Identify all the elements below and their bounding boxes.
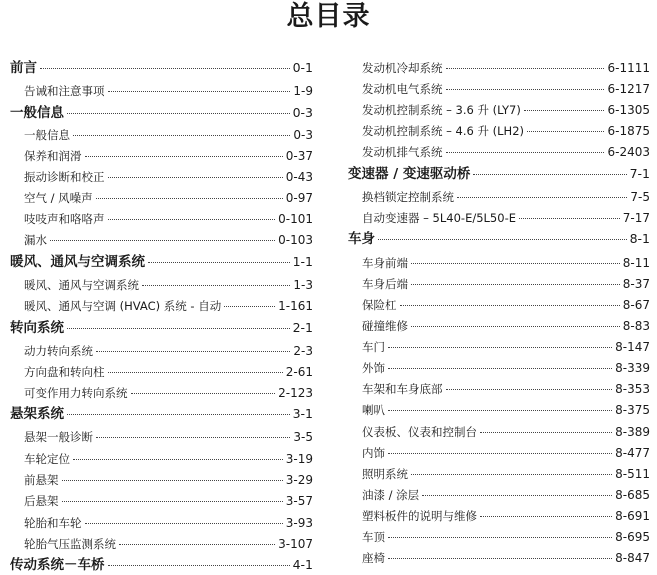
toc-page-number: 8-847 — [615, 551, 650, 565]
toc-entry-label: 告诫和注意事项 — [24, 84, 105, 98]
toc-entry[interactable] — [10, 276, 313, 294]
dot-leader — [62, 480, 283, 481]
toc-entry-label: 塑料板件的说明与维修 — [362, 509, 477, 523]
toc-page-number: 3-19 — [285, 452, 313, 466]
toc-section[interactable] — [348, 230, 650, 248]
toc-entry[interactable] — [10, 492, 313, 510]
toc-page-number: 8-389 — [615, 425, 650, 439]
toc-entry[interactable] — [348, 80, 650, 98]
toc-entry-label: 漏水 — [24, 233, 47, 247]
toc-page-number: 8-83 — [622, 319, 650, 333]
toc-page-number: 1-3 — [293, 278, 313, 292]
dot-leader — [411, 284, 620, 285]
dot-leader — [473, 174, 626, 175]
toc-section[interactable] — [348, 165, 650, 183]
dot-leader — [148, 262, 290, 263]
toc-section[interactable] — [10, 556, 313, 574]
dot-leader — [446, 89, 605, 90]
toc-section[interactable] — [10, 59, 313, 77]
dot-leader — [519, 218, 620, 219]
toc-entry-label: 喇叭 — [362, 403, 385, 417]
toc-page-number: 0-3 — [292, 105, 313, 120]
dot-leader — [67, 328, 290, 329]
toc-entry-label: 保养和润滑 — [24, 149, 82, 163]
toc-section[interactable] — [10, 319, 313, 337]
toc-page-number: 4-1 — [292, 557, 313, 572]
toc-entry-label: 车身 — [348, 231, 375, 247]
toc-section[interactable] — [10, 405, 313, 423]
toc-entry-label: 振动诊断和校正 — [24, 170, 105, 184]
toc-page-number: 3-5 — [293, 430, 313, 444]
toc-page-number: 3-1 — [292, 406, 313, 421]
toc-entry-label: 悬架系统 — [10, 406, 64, 422]
toc-entry-label: 吱吱声和咯咯声 — [24, 212, 105, 226]
dot-leader — [108, 177, 283, 178]
dot-leader — [411, 263, 620, 264]
toc-page-number: 0-3 — [293, 128, 313, 142]
toc-page-number: 2-1 — [292, 320, 313, 335]
toc-entry-label: 车顶 — [362, 530, 385, 544]
toc-entry[interactable] — [348, 423, 650, 441]
toc-page-number: 1-161 — [278, 299, 313, 313]
toc-page-number: 1-1 — [292, 254, 313, 269]
toc-entry[interactable] — [10, 189, 313, 207]
dot-leader — [388, 558, 612, 559]
toc-entry[interactable] — [348, 101, 650, 119]
dot-leader — [411, 474, 612, 475]
toc-entry-label: 车轮定位 — [24, 452, 70, 466]
toc-page-number: 3-107 — [278, 537, 313, 551]
toc-page-number: 2-123 — [278, 386, 313, 400]
toc-page-number: 3-29 — [285, 473, 313, 487]
dot-leader — [388, 410, 612, 411]
toc-entry[interactable] — [348, 209, 650, 227]
dot-leader — [85, 156, 283, 157]
toc-entry-label: 油漆 / 涂层 — [362, 488, 420, 502]
dot-leader — [67, 414, 290, 415]
toc-entry-label: 方向盘和转向柱 — [24, 365, 105, 379]
toc-page-number: 8-685 — [615, 488, 650, 502]
toc-page-number: 8-511 — [615, 467, 650, 481]
dot-leader — [457, 197, 627, 198]
dot-leader — [50, 240, 275, 241]
dot-leader — [131, 393, 276, 394]
dot-leader — [108, 565, 290, 566]
toc-page-number: 6-2403 — [607, 145, 650, 159]
dot-leader — [524, 110, 605, 111]
toc-entry-label: 前言 — [10, 60, 37, 76]
toc-entry[interactable] — [348, 507, 650, 525]
toc-page-number: 2-61 — [285, 365, 313, 379]
toc-entry[interactable] — [348, 317, 650, 335]
dot-leader — [73, 459, 283, 460]
toc-page-number: 8-691 — [615, 509, 650, 523]
toc-entry-label: 悬架一般诊断 — [24, 430, 93, 444]
toc-page-number: 7-17 — [622, 211, 650, 225]
toc-entry[interactable] — [10, 210, 313, 228]
dot-leader — [108, 91, 291, 92]
toc-page-number: 0-43 — [285, 170, 313, 184]
toc-section[interactable] — [10, 253, 313, 271]
toc-entry[interactable] — [348, 296, 650, 314]
toc-page-number: 8-353 — [615, 382, 650, 396]
toc-entry[interactable] — [348, 275, 650, 293]
dot-leader — [108, 219, 276, 220]
toc-entry-label: 一般信息 — [10, 105, 64, 121]
toc-entry-label: 一般信息 — [24, 128, 70, 142]
dot-leader — [388, 537, 612, 538]
page-title: 总目录 — [286, 1, 371, 32]
dot-leader — [446, 389, 613, 390]
toc-entry-label: 仪表板、仪表和控制台 — [362, 425, 477, 439]
toc-right-column — [348, 0, 650, 575]
dot-leader — [527, 131, 604, 132]
toc-entry-label: 车架和车身底部 — [362, 382, 443, 396]
toc-page-number: 2-3 — [293, 344, 313, 358]
dot-leader — [480, 516, 612, 517]
toc-entry[interactable] — [348, 528, 650, 546]
toc-entry-label: 动力转向系统 — [24, 344, 93, 358]
toc-page-number: 0-37 — [285, 149, 313, 163]
toc-page-number: 8-37 — [622, 277, 650, 291]
toc-entry[interactable] — [10, 231, 313, 249]
toc-entry-label: 发动机冷却系统 — [362, 61, 443, 75]
toc-entry-label: 发动机控制系统 – 4.6 升 (LH2) — [362, 124, 525, 138]
dot-leader — [388, 453, 612, 454]
toc-entry[interactable] — [348, 143, 650, 161]
toc-page-number: 3-57 — [285, 494, 313, 508]
toc-entry-label: 暖风、通风与空调系统 — [10, 254, 145, 270]
toc-entry-label: 自动变速器 – 5L40-E/5L50-E — [362, 211, 516, 225]
dot-leader — [40, 68, 290, 69]
toc-entry-label: 可变作用力转向系统 — [24, 386, 128, 400]
dot-leader — [422, 495, 612, 496]
toc-entry-label: 轮胎和车轮 — [24, 516, 82, 530]
toc-page-number: 0-1 — [292, 60, 313, 75]
toc-entry[interactable] — [10, 450, 313, 468]
toc-entry[interactable] — [10, 514, 313, 532]
toc-page-number: 8-477 — [615, 446, 650, 460]
toc-entry-label: 暖风、通风与空调 (HVAC) 系统 - 自动 — [24, 299, 222, 313]
toc-entry[interactable] — [10, 471, 313, 489]
toc-entry[interactable] — [348, 465, 650, 483]
toc-page-number: 6-1111 — [607, 61, 650, 75]
toc-entry[interactable] — [348, 254, 650, 272]
dot-leader — [67, 113, 290, 114]
dot-leader — [96, 198, 283, 199]
toc-page-number: 3-93 — [285, 516, 313, 530]
toc-page-number: 8-339 — [615, 361, 650, 375]
toc-page-number: 0-101 — [278, 212, 313, 226]
toc-entry[interactable] — [348, 486, 650, 504]
toc-entry-label: 照明系统 — [362, 467, 408, 481]
dot-leader — [85, 523, 283, 524]
toc-entry[interactable] — [10, 147, 313, 165]
toc-entry[interactable] — [10, 342, 313, 360]
dot-leader — [96, 351, 290, 352]
toc-entry[interactable] — [10, 384, 313, 402]
toc-entry[interactable] — [10, 297, 313, 315]
toc-entry-label: 传动系统－车桥 — [10, 557, 105, 573]
dot-leader — [62, 501, 283, 502]
toc-entry-label: 转向系统 — [10, 320, 64, 336]
toc-page-number: 8-375 — [615, 403, 650, 417]
toc-page-number: 0-103 — [278, 233, 313, 247]
toc-entry-label: 后悬架 — [24, 494, 59, 508]
dot-leader — [378, 239, 627, 240]
dot-leader — [119, 544, 275, 545]
toc-entry-label: 碰撞维修 — [362, 319, 408, 333]
toc-entry-label: 发动机控制系统 – 3.6 升 (LY7) — [362, 103, 521, 117]
dot-leader — [400, 305, 620, 306]
toc-entry[interactable] — [348, 401, 650, 419]
dot-leader — [388, 368, 612, 369]
dot-leader — [411, 326, 620, 327]
toc-entry[interactable] — [348, 380, 650, 398]
toc-entry-label: 变速器 / 变速驱动桥 — [348, 166, 471, 182]
dot-leader — [480, 432, 612, 433]
toc-left-column — [10, 0, 313, 575]
toc-entry-label: 轮胎气压监测系统 — [24, 537, 116, 551]
toc-entry-label: 座椅 — [362, 551, 385, 565]
dot-leader — [96, 437, 290, 438]
toc-page-number: 8-67 — [622, 298, 650, 312]
toc-entry[interactable] — [348, 59, 650, 77]
toc-page-number: 7-5 — [630, 190, 650, 204]
toc-page-number: 8-1 — [629, 231, 650, 246]
toc-entry[interactable] — [10, 535, 313, 553]
toc-entry[interactable] — [348, 549, 650, 567]
toc-entry-label: 发动机排气系统 — [362, 145, 443, 159]
dot-leader — [388, 347, 612, 348]
toc-entry-label: 车身后端 — [362, 277, 408, 291]
toc-entry[interactable] — [348, 359, 650, 377]
toc-entry[interactable] — [348, 444, 650, 462]
toc-page-number: 8-11 — [622, 256, 650, 270]
toc-entry[interactable] — [348, 338, 650, 356]
toc-entry[interactable] — [348, 188, 650, 206]
toc-entry-label: 前悬架 — [24, 473, 59, 487]
toc-entry-label: 发动机电气系统 — [362, 82, 443, 96]
dot-leader — [224, 306, 275, 307]
toc-page-number: 6-1217 — [607, 82, 650, 96]
toc-entry-label: 换档锁定控制系统 — [362, 190, 454, 204]
toc-page-number: 8-695 — [615, 530, 650, 544]
toc-page-number: 6-1305 — [607, 103, 650, 117]
toc-entry-label: 暖风、通风与空调系统 — [24, 278, 139, 292]
toc-entry[interactable] — [10, 363, 313, 381]
toc-entry-label: 保险杠 — [362, 298, 397, 312]
dot-leader — [446, 152, 605, 153]
toc-entry-label: 内饰 — [362, 446, 385, 460]
toc-entry[interactable] — [348, 122, 650, 140]
toc-page-number: 7-1 — [629, 166, 650, 181]
toc-entry[interactable] — [10, 126, 313, 144]
toc-entry-label: 车门 — [362, 340, 385, 354]
toc-page-number: 8-147 — [615, 340, 650, 354]
toc-page-number: 6-1875 — [607, 124, 650, 138]
toc-page-number: 1-9 — [293, 84, 313, 98]
toc-page-number: 0-97 — [285, 191, 313, 205]
toc-section[interactable] — [10, 104, 313, 122]
toc-entry-label: 外饰 — [362, 361, 385, 375]
dot-leader — [446, 68, 605, 69]
toc-entry[interactable] — [10, 82, 313, 100]
dot-leader — [73, 135, 290, 136]
toc-entry[interactable] — [10, 168, 313, 186]
toc-entry-label: 空气 / 风噪声 — [24, 191, 93, 205]
toc-entry[interactable] — [10, 428, 313, 446]
toc-entry-label: 车身前端 — [362, 256, 408, 270]
dot-leader — [108, 372, 283, 373]
dot-leader — [142, 285, 290, 286]
